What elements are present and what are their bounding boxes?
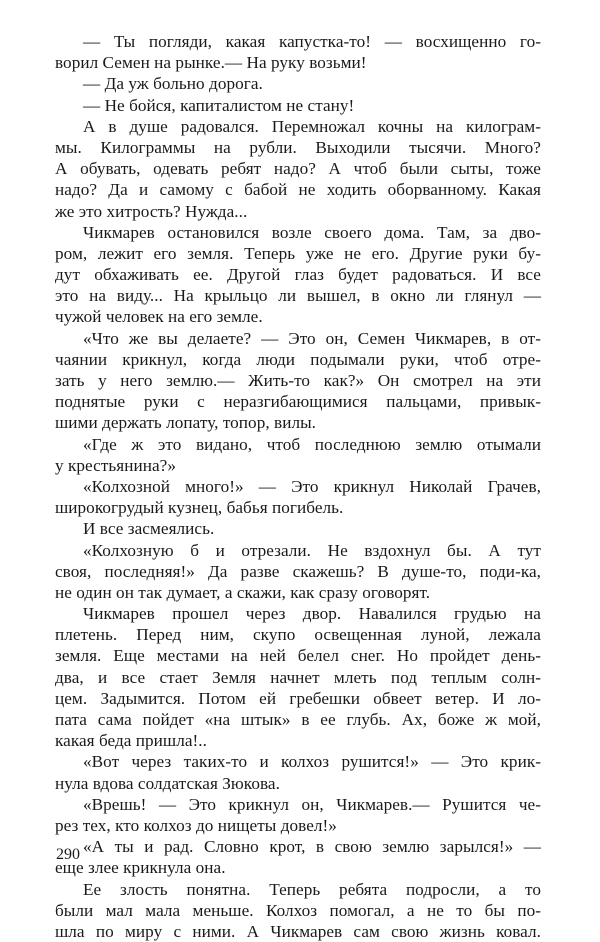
text-line: земля. Еще местами на ней белел снег. Но пройдет день- [55, 646, 541, 666]
text-line: какая беда пришла!.. [55, 731, 207, 751]
text-line: поднятые руки с неразгибающимися пальцами, привык- [55, 392, 541, 412]
text-line: «Где ж это видано, чтоб последнюю землю отымали [83, 434, 541, 454]
page-number: 290 [56, 846, 80, 863]
text-line: И все засмеялись. [83, 519, 215, 539]
text-line: два, и все стает Земля начнет млеть под теплым солн- [55, 667, 541, 687]
text-line: — Не бойся, капиталистом не стану! [83, 95, 355, 115]
page-text-block [55, 31, 541, 942]
text-line: зать у него землю.— Жить-то как?» Он смотрел на эти [55, 371, 541, 390]
text-line: пата сама пойдет «на штык» в ее глубь. Ах, боже ж мой, [55, 710, 541, 729]
text-line: цем. Задымится. Потом ей гребешки обвеет ветер. И ло- [55, 688, 541, 708]
text-line: своя, последняя!» Да разве скажешь? В душе-то, поди-ка, [55, 561, 541, 581]
text-line: шими держать лопату, топор, вилы. [55, 413, 317, 433]
text-line: еще злее крикнула она. [55, 858, 226, 878]
text-line: шла по миру с ними. А Чикмарев сам свою жизнь ковал. [55, 921, 541, 941]
text-line: это на виду... На крыльцо ли вышел, в окно ли глянул — [55, 286, 541, 306]
text-line: были мал мала меньше. Колхоз помогал, а не то бы по- [55, 900, 541, 920]
text-line: А обувать, одевать ребят надо? А чтоб были сыты, тоже [55, 159, 541, 179]
text-line: же это хитрость? Нужда... [55, 201, 248, 221]
text-line: надо? Да и самому с бабой не ходить оборванному. Какая [55, 180, 541, 200]
text-line: «Вот через таких-то и колхоз рушится!» — Это крик- [83, 752, 541, 772]
text-line: дут обхаживать ее. Другой глаз будет радоваться. И все [55, 265, 541, 285]
text-line: «Что же вы делаете? — Это он, Семен Чикмарев, в от- [83, 328, 541, 348]
text-line: плетень. Перед ним, скупо освещенная луной, лежала [55, 625, 541, 645]
text-line: — Да уж больно дорога. [83, 74, 263, 94]
text-line: рез тех, кто колхоз до нищеты довел!» [55, 815, 337, 835]
text-line: «Врешь! — Это крикнул он, Чикмарев.— Рушится че- [83, 794, 541, 814]
text-line: А в душе радовался. Перемножал кочны на килограм- [83, 116, 541, 136]
text-line: широкогрудый кузнец, бабья погибель. [55, 498, 344, 518]
text-line: нула вдова солдатская Зюкова. [55, 773, 280, 793]
text-line: «А ты и рад. Словно крот, в свою землю зарылся!» — [83, 837, 541, 857]
text-line: мы. Килограммы на рубли. Выходили тысячи. Много? [55, 137, 541, 157]
text-line: чаянии крикнул, когда люди подымали руки, чтоб отре- [55, 349, 541, 369]
text-line: Чикмарев прошел через двор. Навалился грудью на [83, 604, 541, 624]
text-line: ром, лежит его земля. Теперь уже не его. Другие руки бу- [55, 243, 541, 263]
text-line: чужой человек на его земле. [55, 307, 263, 327]
text-line: не один он так думает, а скажи, как сразу оговорят. [55, 582, 431, 602]
text-line: у крестьянина?» [55, 455, 176, 475]
text-line: Ее злость понятна. Теперь ребята подросли, а то [83, 879, 541, 899]
text-line: «Колхозной много!» — Это крикнул Николай Грачев, [83, 476, 541, 496]
text-line: Чикмарев остановился возле своего дома. Там, за дво- [83, 222, 541, 242]
text-line: — Ты погляди, какая капустка-то! — восхищенно го- [83, 32, 541, 51]
text-line: ворил Семен на рынке.— На руку возьми! [55, 53, 367, 73]
text-line: «Колхозную б и отрезали. Не вздохнул бы. А тут [83, 540, 541, 560]
